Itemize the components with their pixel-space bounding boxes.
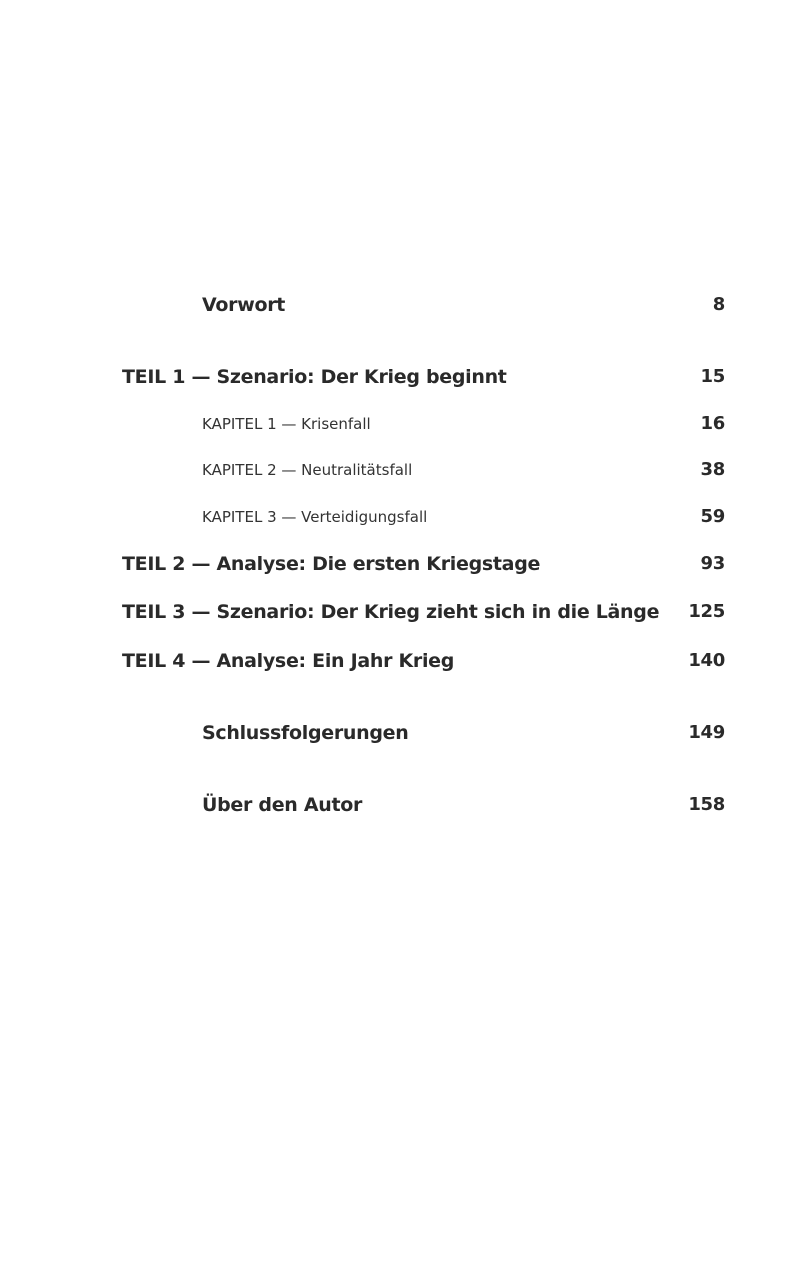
toc-entry-vorwort (0, 290, 798, 320)
toc-entry-page-number: 140 (688, 650, 725, 671)
toc-entry-kapitel-2 (0, 455, 798, 485)
toc-entry-label: Über den Autor (202, 794, 363, 816)
toc-entry-label: TEIL 3 — Szenario: Der Krieg zieht sich in die Länge (122, 601, 660, 623)
toc-entry-page-number: 59 (700, 506, 725, 527)
toc-entry-page-number: 15 (700, 366, 725, 387)
toc-entry-teil-3 (0, 597, 798, 627)
toc-entry-label: KAPITEL 2 — Neutralitätsfall (202, 461, 413, 479)
toc-entry-label: Vorwort (202, 294, 286, 316)
toc-entry-kapitel-1 (0, 409, 798, 439)
toc-entry-page-number: 16 (700, 413, 725, 434)
toc-entry-page-number: 38 (700, 459, 725, 480)
toc-entry-teil-4 (0, 646, 798, 676)
toc-entry-label: KAPITEL 1 — Krisenfall (202, 415, 371, 433)
toc-entry-label: KAPITEL 3 — Verteidigungsfall (202, 508, 428, 526)
toc-entry-kapitel-3 (0, 502, 798, 532)
toc-entry-teil-2 (0, 549, 798, 579)
toc-entry-schlussfolgerungen (0, 718, 798, 748)
toc-entry-page-number: 8 (712, 294, 725, 315)
toc-entry-ueber-den-autor (0, 790, 798, 820)
toc-entry-page-number: 149 (688, 722, 725, 743)
toc-entry-teil-1 (0, 362, 798, 392)
toc-entry-label: TEIL 4 — Analyse: Ein Jahr Krieg (122, 650, 455, 672)
toc-entry-label: Schlussfolgerungen (202, 722, 409, 744)
toc-entry-page-number: 158 (688, 794, 725, 815)
toc-entry-page-number: 93 (700, 553, 725, 574)
toc-entry-label: TEIL 2 — Analyse: Die ersten Kriegstage (122, 553, 541, 575)
toc-entry-page-number: 125 (688, 601, 725, 622)
toc-entry-label: TEIL 1 — Szenario: Der Krieg beginnt (122, 366, 507, 388)
